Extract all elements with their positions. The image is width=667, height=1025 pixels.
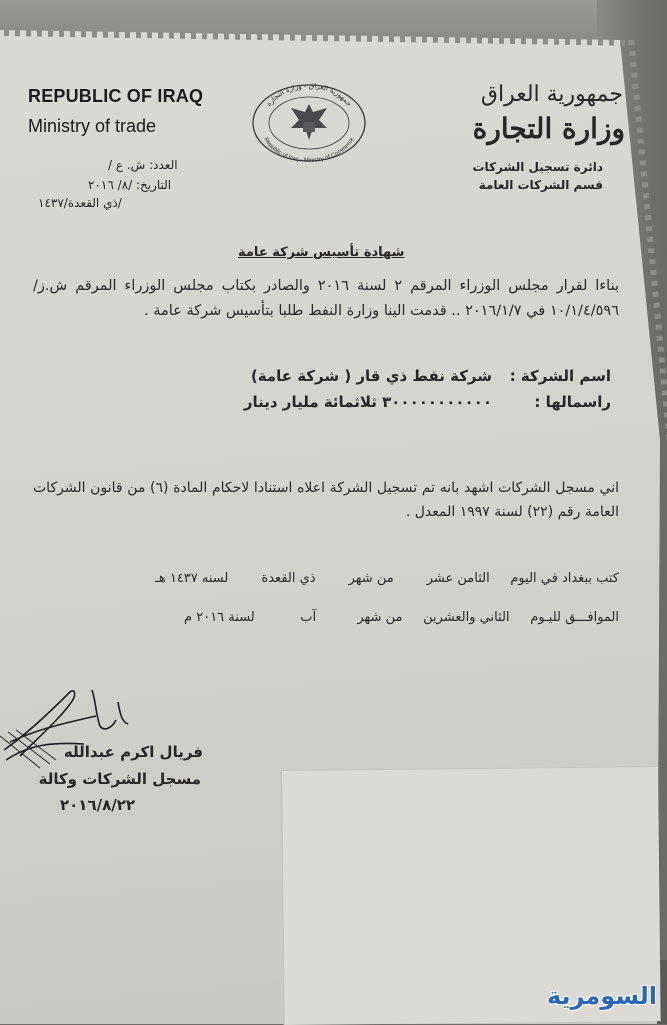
signatory-title: مسجل الشركات وكالة bbox=[38, 770, 201, 788]
written-date-row: كتب ببغداد في اليوم الثامن عشر من شهر ذي القعدة لسنه ١٤٣٧ هـ bbox=[155, 571, 619, 586]
company-name-label: اسم الشركة : bbox=[509, 367, 611, 385]
capital-label: راسمالها : bbox=[534, 393, 611, 411]
watermark-logo: السومرية bbox=[546, 982, 657, 1010]
company-name-value: شركة نفط ذي قار ( شركة عامة) bbox=[250, 367, 492, 385]
certificate-intro: بناءا لقرار مجلس الوزراء المرقم ٢ لسنة ٢٠١٦ والصادر بكتاب مجلس الوزراء المرقم ش.ز/١٠/١/٤/٥٩٦ في ٢٠١٦/١/٧ .. قدمت الينا وزارة النفط طلبا بتأسيس شركة عامة . bbox=[33, 278, 619, 319]
english-title: REPUBLIC OF IRAQ bbox=[28, 86, 204, 106]
signatory-name: فريال اكرم عبدالله bbox=[63, 743, 203, 761]
reference-date: التاريخ: /٨/ ٢٠١٦ bbox=[88, 178, 172, 192]
english-subtitle: Ministry of trade bbox=[28, 116, 157, 136]
corresponding-date-row: الموافـــق لليـوم الثاني والعشرين من شهر آب لسنة ٢٠١٦ م bbox=[184, 610, 619, 625]
ministry-seal-icon bbox=[247, 78, 371, 164]
registrar-statement: اني مسجل الشركات اشهد بانه تم تسجيل الشركة اعلاه استنادا لاحكام المادة (٦) من قانون الشركات العامة رقم (٢٢) لسنة ١٩٩٧ المعدل . bbox=[33, 480, 619, 520]
arabic-ministry: وزارة التجارة bbox=[472, 112, 625, 145]
arabic-department: دائرة تسجيل الشركات bbox=[472, 160, 603, 174]
svg-text:Republic of Iraq - Ministry of: Republic of Iraq - Ministry of Commerce bbox=[262, 136, 356, 164]
arabic-section: قسم الشركات العامة bbox=[478, 178, 603, 192]
svg-text:جمهورية العراق - وزارة التجارة: جمهورية العراق - وزارة التجارة bbox=[264, 81, 354, 108]
certificate-title: شهادة تأسيس شركة عامة bbox=[238, 245, 405, 260]
capital-value: ٣٠٠٠٠٠٠٠٠٠٠٠ ثلاثمائة مليار دينار bbox=[243, 393, 492, 411]
arabic-republic: جمهورية العراق bbox=[480, 82, 623, 107]
signature-date: ٢٠١٦/٨/٢٢ bbox=[60, 796, 136, 814]
reference-hijri: /ذي القعدة/١٤٣٧ bbox=[38, 196, 122, 210]
reference-number: العدد: ش. ع / bbox=[108, 158, 178, 172]
